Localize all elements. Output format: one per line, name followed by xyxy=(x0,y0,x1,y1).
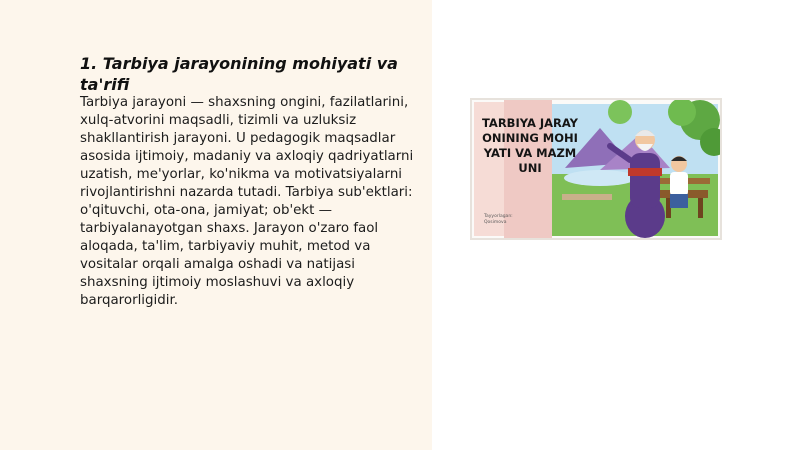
cover-title: TARBIYA JARAYONINING MOHIYATI VA MAZMUNI xyxy=(481,116,579,175)
slide-body: Tarbiya jarayoni — shaxsning ongini, fazilatlarini, xulq-atvorini maqsadli, tizimli va uzluksiz shakllantirish jarayoni. U pedagogik maqsadlar asosida ijtimoiy, madaniy va axloqiy qadriyatlarni uzatish, me'yorlar, ko'nikma va motivatsiyalarni rivojlantirishni nazarda tutadi. Tarbiya sub'ektlari: o'qituvchi, ota-ona, jamiyat; ob'ekt — tarbiyalanayotgan shaxs. Jarayon o'zaro faol aloqada, ta'lim, tarbiyaviy muhit, metod va vositalar orqali amalga oshadi va natijasi shaxsning ijtimoiy moslashuvi va axloqiy barqarorligidir. xyxy=(80,95,414,308)
slide-title: 1. Tarbiya jarayonining mohiyati va ta'rifi xyxy=(80,54,398,94)
cover-authors: Tayyorlagan: Qosimova xyxy=(484,214,513,225)
